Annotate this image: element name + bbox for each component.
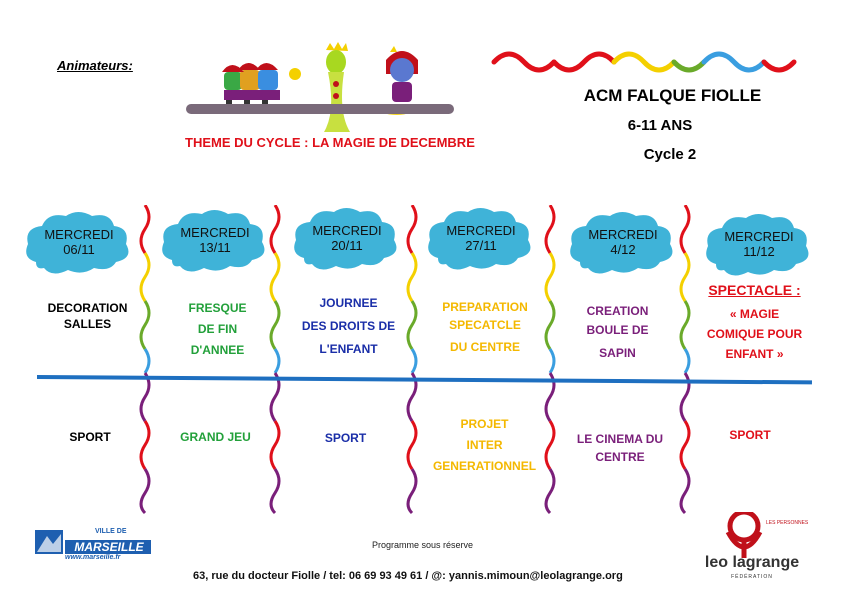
marseille-logo-line3: www.marseille.fr bbox=[65, 554, 121, 561]
leo-lagrange-logo bbox=[700, 512, 809, 592]
weekday-label: MERCREDI bbox=[44, 227, 114, 242]
weekday-label: MERCREDI bbox=[446, 223, 516, 238]
afternoon-activity-6: SPORT bbox=[729, 428, 771, 442]
marseille-logo-line1: VILLE DE bbox=[95, 528, 127, 535]
date-label: 4/12 bbox=[610, 242, 636, 257]
characters-illustration bbox=[210, 40, 440, 150]
program-note: Programme sous réserve bbox=[372, 540, 474, 550]
morning-activity-4: PREPARATION SPECATCLE DU CENTRE bbox=[442, 300, 528, 354]
centre-name: ACM FALQUE FIOLLE bbox=[583, 86, 762, 105]
date-label: 27/11 bbox=[465, 238, 497, 253]
leo-logo-federation: FÉDÉRATION bbox=[731, 574, 773, 580]
morning-activity-1: DECORATION SALLES bbox=[47, 301, 128, 331]
weekday-label: MERCREDI bbox=[724, 229, 794, 244]
decorative-wave bbox=[490, 48, 810, 78]
morning-activity-5: CREATION BOULE DE SAPIN bbox=[586, 304, 649, 360]
cycle-theme-title: THEME DU CYCLE : LA MAGIE DE DECEMBRE bbox=[185, 135, 475, 150]
animateurs-label: Animateurs: bbox=[57, 58, 133, 73]
afternoon-activity-5: LE CINEMA DU CENTRE bbox=[576, 432, 664, 464]
leo-logo-name: leo lagrange bbox=[704, 554, 800, 571]
afternoon-activity-2: GRAND JEU bbox=[180, 430, 251, 444]
weekday-label: MERCREDI bbox=[588, 227, 658, 242]
date-label: 20/11 bbox=[331, 238, 363, 253]
afternoon-activity-3: SPORT bbox=[324, 431, 367, 445]
weekday-label: MERCREDI bbox=[312, 223, 382, 238]
date-label: 13/11 bbox=[199, 240, 231, 255]
cycle-number: Cycle 2 bbox=[643, 146, 697, 163]
afternoon-activity-4: PROJET INTER GENERATIONNEL bbox=[432, 417, 537, 473]
queen-icon bbox=[324, 42, 350, 132]
day-header-1 bbox=[24, 227, 134, 257]
kids-group-icon bbox=[222, 63, 301, 110]
date-label: 11/12 bbox=[743, 244, 775, 259]
afternoon-activity-1: SPORT bbox=[69, 430, 111, 444]
contact-address: 63, rue du docteur Fiolle / tel: 06 69 93 49 61 / @: yannis.mimoun@leolagrange.org bbox=[193, 570, 623, 582]
date-label: 06/11 bbox=[63, 242, 95, 257]
marseille-logo-line2: MARSEILLE bbox=[74, 540, 144, 554]
weekday-label: MERCREDI bbox=[180, 225, 250, 240]
morning-activity-3: JOURNEE DES DROITS DE L'ENFANT bbox=[301, 296, 396, 356]
morning-activity-6: SPECTACLE : « MAGIE COMIQUE POUR ENFANT » bbox=[706, 282, 803, 361]
age-range: 6-11 ANS bbox=[627, 117, 693, 134]
morning-activity-2: FRESQUE DE FIN D'ANNEE bbox=[188, 301, 247, 357]
leo-logo-tagline: LES PERSONNES bbox=[766, 520, 809, 526]
characters-underline-bar bbox=[186, 104, 454, 114]
ville-de-marseille-logo bbox=[35, 528, 151, 562]
